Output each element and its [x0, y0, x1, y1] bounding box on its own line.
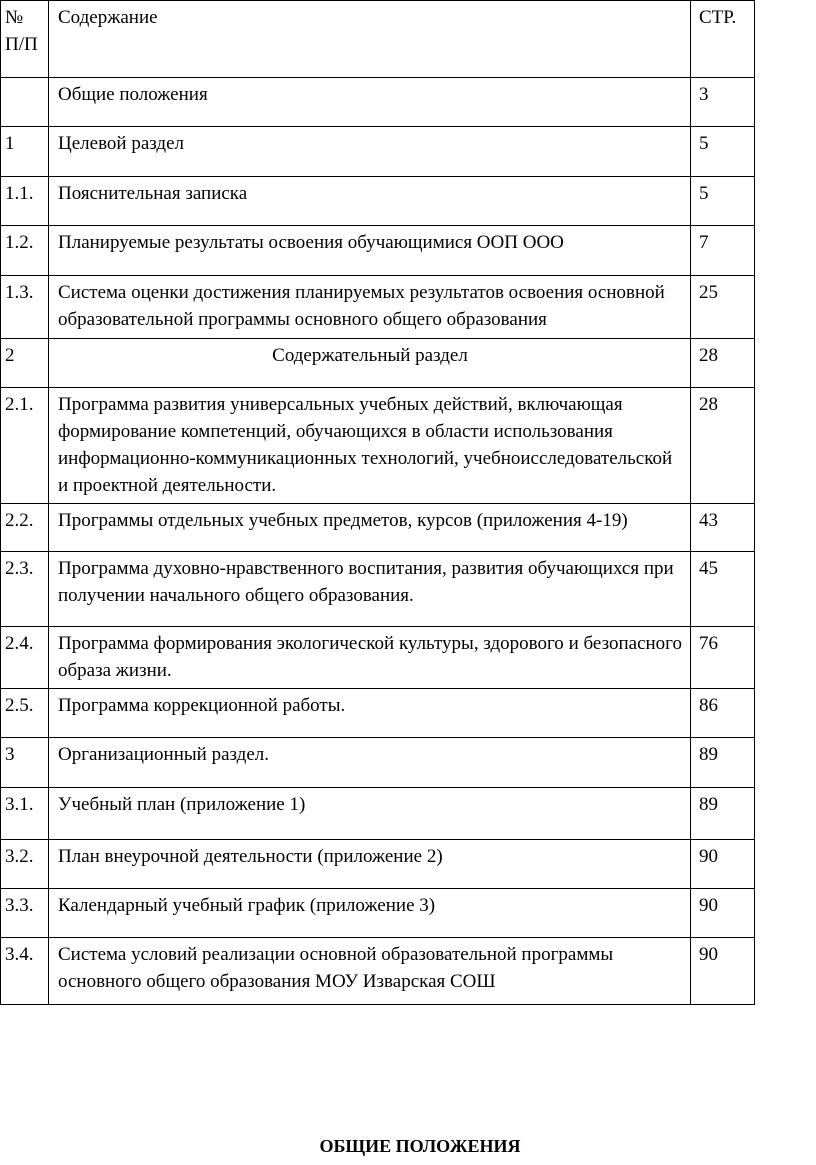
toc-row [1, 938, 755, 1005]
toc-row-num: 3.2. [1, 840, 49, 889]
toc-row-num: 1.3. [1, 276, 49, 339]
toc-row-content: План внеурочной деятельности (приложение 2) [49, 840, 691, 889]
toc-row [1, 78, 755, 127]
toc-row [1, 738, 755, 788]
toc-row-num: 2.4. [1, 627, 49, 689]
toc-header-row [1, 1, 755, 78]
toc-row [1, 552, 755, 627]
toc-row [1, 504, 755, 552]
toc-row-page: 45 [691, 552, 755, 627]
toc-row [1, 788, 755, 840]
toc-row-page: 7 [691, 226, 755, 276]
toc-row [1, 840, 755, 889]
toc-row-content: Пояснительная записка [49, 177, 691, 226]
toc-row [1, 889, 755, 938]
toc-row-page: 5 [691, 127, 755, 177]
toc-row-content: Программа духовно-нравственного воспитания, развития обучающихся при получении начального общего образования. [49, 552, 691, 627]
toc-row-num: 2.3. [1, 552, 49, 627]
toc-row [1, 388, 755, 504]
toc-row-num: 1.1. [1, 177, 49, 226]
toc-row-num: 3 [1, 738, 49, 788]
toc-row-content: Система оценки достижения планируемых результатов освоения основной образовательной программы основного общего образования [49, 276, 691, 339]
toc-row-page: 86 [691, 689, 755, 738]
toc-row-page: 25 [691, 276, 755, 339]
toc-row-page: 43 [691, 504, 755, 552]
toc-row [1, 689, 755, 738]
toc-row [1, 276, 755, 339]
toc-row-num: 3.3. [1, 889, 49, 938]
toc-row-num: 2 [1, 339, 49, 388]
toc-header-num: № П/П [1, 1, 49, 78]
toc-row-page: 5 [691, 177, 755, 226]
toc-row-num: 2.1. [1, 388, 49, 504]
toc-header-content: Содержание [49, 1, 691, 78]
toc-row [1, 627, 755, 689]
toc-row-num: 3.1. [1, 788, 49, 840]
toc-row-content: Общие положения [49, 78, 691, 127]
toc-row-page: 76 [691, 627, 755, 689]
toc-row-num: 1.2. [1, 226, 49, 276]
toc-row-content: Планируемые результаты освоения обучающимися ООП ООО [49, 226, 691, 276]
toc-row-content: Целевой раздел [49, 127, 691, 177]
toc-row-page: 28 [691, 388, 755, 504]
toc-row [1, 339, 755, 388]
toc-row [1, 127, 755, 177]
toc-row-num: 2.2. [1, 504, 49, 552]
toc-row [1, 177, 755, 226]
toc-row-content: Система условий реализации основной образовательной программы основного общего образования МОУ Изварская СОШ [49, 938, 691, 1005]
toc-row-content: Календарный учебный график (приложение 3) [49, 889, 691, 938]
toc-row-num [1, 78, 49, 127]
toc-row-page: 28 [691, 339, 755, 388]
toc-row-content: Организационный раздел. [49, 738, 691, 788]
toc-row-page: 89 [691, 738, 755, 788]
toc-row-content: Программы отдельных учебных предметов, курсов (приложения 4-19) [49, 504, 691, 552]
toc-row-content: Учебный план (приложение 1) [49, 788, 691, 840]
toc-row-num: 2.5. [1, 689, 49, 738]
toc-row-page: 90 [691, 889, 755, 938]
toc-row-page: 89 [691, 788, 755, 840]
toc-row-num: 3.4. [1, 938, 49, 1005]
toc-row-content: Программа развития универсальных учебных действий, включающая формирование компетенций, обучающихся в области использования информационно-коммуникационных технологий, учебноисследовательской и проектной деятельности. [49, 388, 691, 504]
toc-row-num: 1 [1, 127, 49, 177]
toc-row-page: 3 [691, 78, 755, 127]
toc-row-content: Содержательный раздел [49, 339, 691, 388]
toc-header-page: СТР. [691, 1, 755, 78]
section-heading: ОБЩИЕ ПОЛОЖЕНИЯ [319, 1136, 521, 1156]
toc-row [1, 226, 755, 276]
toc-row-page: 90 [691, 840, 755, 889]
toc-row-content: Программа коррекционной работы. [49, 689, 691, 738]
toc-row-content: Программа формирования экологической культуры, здорового и безопасного образа жизни. [49, 627, 691, 689]
toc-row-page: 90 [691, 938, 755, 1005]
